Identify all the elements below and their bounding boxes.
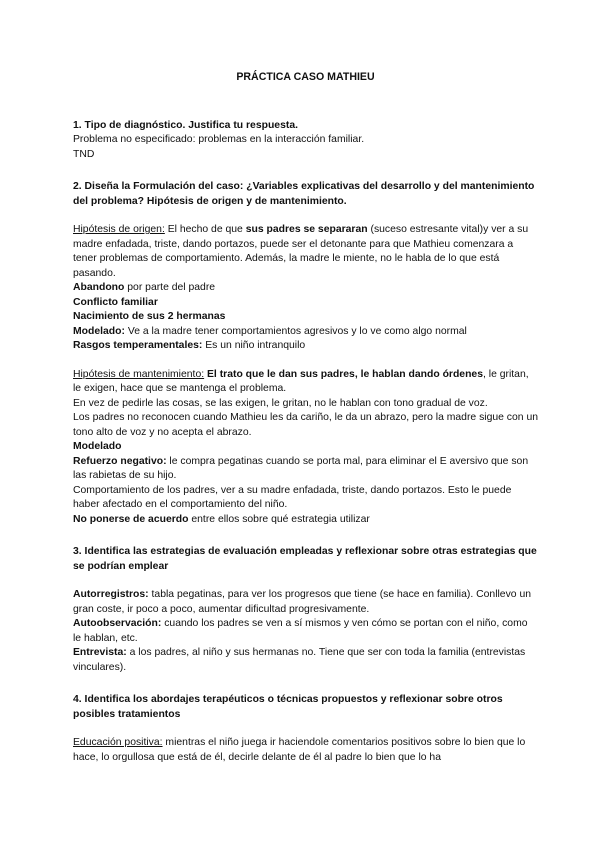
q1-line-1: Problema no especificado: problemas en la interacción familiar. (73, 134, 365, 145)
text-run: (suceso estresante vital)y ver a su madre enfadada, triste, dando portazos, puede ser el detonante para que Mathieu comenzara a tener problemas de comportamiento. Además, la madre le miente, no le habla de lo que está pasando. (73, 224, 529, 279)
factor-text: Ve a la madre tener comportamientos agresivos y lo ve como algo normal (124, 325, 467, 337)
educacion-positiva-paragraph (73, 736, 538, 765)
paragraph: En vez de pedirle las cosas, se las exigen, le gritan, no le hablan con tono gradual de voz. (73, 397, 488, 409)
page-title: PRÁCTICA CASO MATHIEU (236, 71, 375, 83)
acuerdo-text: entre ellos sobre qué estrategia utilizar (188, 513, 370, 525)
factor-item (73, 325, 538, 340)
refuerzo-text: le compra pegatinas cuando se porta mal, para eliminar el E aversivo que son las rabietas de su hijo. (73, 455, 529, 481)
refuerzo-label: Refuerzo negativo: (73, 455, 167, 467)
strategy-item (73, 588, 538, 617)
bold-run: El trato que le dan sus padres, le hablan dando órdenes (207, 368, 483, 380)
factor-text: por parte del padre (124, 282, 216, 293)
question-1-heading: 1. Tipo de diagnóstico. Justifica tu respuesta. (73, 119, 298, 131)
factor-item (73, 310, 538, 325)
strategy-label: Autorregistros: (73, 589, 149, 600)
factor-label: Rasgos temperamentales: (73, 340, 203, 351)
factor-item (73, 339, 538, 354)
hipotesis-mantenimiento-label: Hipótesis de mantenimiento: (73, 368, 205, 380)
factor-label: Abandono (73, 282, 125, 293)
refuerzo-paragraph (73, 455, 538, 484)
educacion-positiva-text: mientras el niño juega ir haciendole comentarios positivos sobre lo bien que lo hace, lo orgullosa que está de él, decirle delante de él al padre lo bien que lo ha (73, 737, 526, 763)
paragraph: Los padres no reconocen cuando Mathieu les da cariño, le da un abrazo, pero la madre sigue con un tono alto de voz y no acepta el abrazo. (73, 412, 538, 438)
hipotesis-origen-paragraph (73, 223, 538, 281)
strategy-text: tabla pegatinas, para ver los progresos que tiene (se hace en familia). Conllevo un gran coste, ir poco a poco, aumentar dificultad progresivamente. (73, 589, 532, 615)
factor-label: Conflicto familiar (73, 296, 158, 308)
factor-item (73, 281, 538, 296)
factor-label: Modelado: (73, 325, 125, 337)
educacion-positiva-label: Educación positiva: (73, 737, 163, 748)
question-3-heading: 3. Identifica las estrategias de evaluación empleadas y reflexionar sobre otras estrategias que se podrían emplear (73, 546, 537, 572)
text-run: El hecho de que (164, 224, 246, 235)
modelado-label: Modelado (73, 441, 122, 452)
paragraph: Comportamiento de los padres, ver a su madre enfadada, triste, dando portazos. Esto le puede haber afectado en el comportamiento del niño. (73, 484, 512, 510)
acuerdo-label: No ponerse de acuerdo (73, 513, 189, 525)
factor-text: Es un niño intranquilo (202, 340, 306, 351)
hipotesis-origen-label: Hipótesis de origen: (73, 224, 165, 235)
hipotesis-mantenimiento-paragraph (73, 368, 538, 397)
strategy-text: cuando los padres se ven a sí mismos y ven cómo se portan con el niño, como le hablan, etc. (73, 618, 528, 644)
text-run: , le gritan, le exigen, hace que se mantenga el problema. (73, 368, 529, 394)
q1-line-2: TND (73, 148, 95, 160)
factor-item (73, 296, 538, 311)
question-4-heading: 4. Identifica los abordajes terapéuticos o técnicas propuestos y reflexionar sobre otros posibles tratamientos (73, 694, 503, 720)
strategy-label: Autoobservación: (73, 618, 162, 629)
factor-label: Nacimiento de sus 2 hermanas (73, 311, 226, 322)
bold-run: sus padres se separaran (245, 224, 368, 235)
strategy-item (73, 617, 538, 646)
acuerdo-paragraph (73, 513, 538, 528)
question-2-heading: 2. Diseña la Formulación del caso: ¿Variables explicativas del desarrollo y del mantenimiento del problema? Hipótesis de origen y de mantenimiento. (73, 181, 535, 207)
strategy-text: a los padres, al niño y sus hermanas no. Tiene que ser con toda la familia (entrevistas vinculares). (73, 647, 526, 673)
strategy-label: Entrevista: (73, 647, 127, 658)
strategy-item (73, 646, 538, 675)
